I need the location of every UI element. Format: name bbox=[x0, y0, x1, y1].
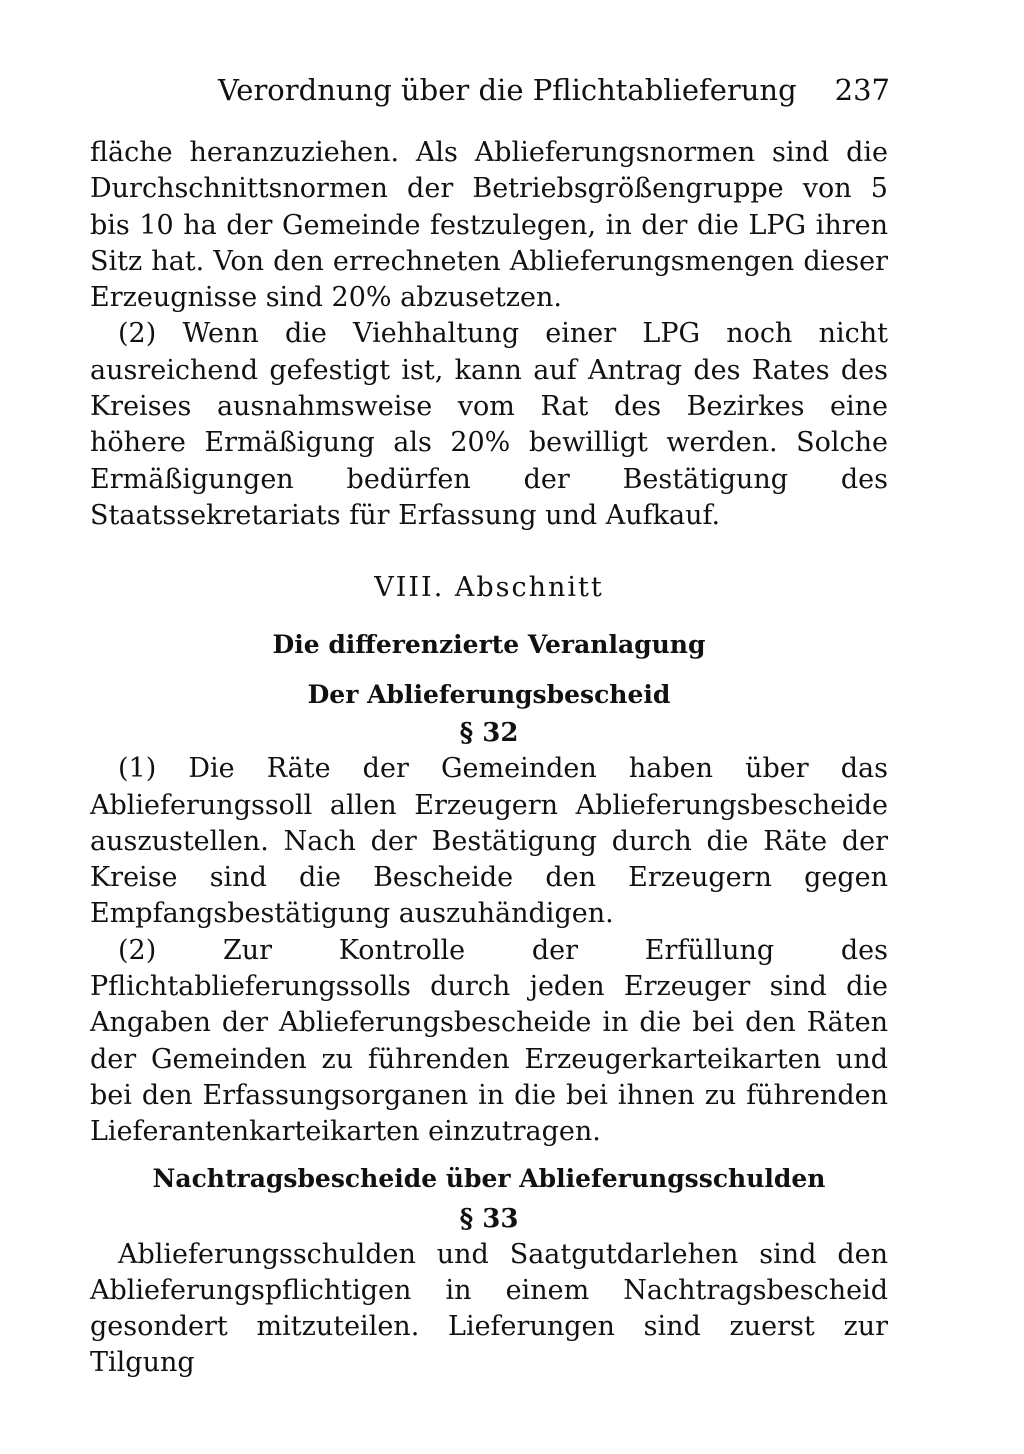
paragraph-32-2: (2) Zur Kontrolle der Erfüllung des Pflichtablieferungssolls durch jeden Erzeuger sind die Angaben der Ablieferungsbescheide in die bei den Räten der Gemeinden zu führenden Erzeugerkarteikarten und bei den Erfassungsorganen in die bei ihnen zu führenden Lieferantenkarteikarten einzutragen. bbox=[90, 934, 888, 1148]
paragraph-mark-33: § 33 bbox=[459, 1203, 519, 1234]
body-text bbox=[90, 135, 888, 1382]
paragraph-mark-32: § 32 bbox=[459, 718, 519, 749]
running-head bbox=[90, 70, 890, 110]
subheading-32: Der Ablieferungsbescheid bbox=[307, 680, 671, 710]
running-title: Verordnung über die Pflichtablieferung bbox=[218, 73, 797, 107]
subheading-33: Nachtragsbescheide über Ablieferungsschulden bbox=[152, 1163, 826, 1193]
paragraph-continuation: fläche heranzuziehen. Als Ablieferungsnormen sind die Durchschnittsnormen der Betriebsgrößengruppe von 5 bis 10 ha der Gemeinde festzulegen, in der die LPG ihren Sitz hat. Von den errechneten Ablieferungsmengen dieser Erzeugnisse sind 20% abzusetzen. bbox=[90, 137, 888, 314]
paragraph-33: Ablieferungsschulden und Saatgutdarlehen sind den Ablieferungspflichtigen in einem Nachtragsbescheid gesondert mitzuteilen. Lieferungen sind zuerst zur Tilgung bbox=[90, 1238, 888, 1379]
page-number: 237 bbox=[834, 73, 890, 107]
paragraph-31-2: (2) Wenn die Viehhaltung einer LPG noch nicht ausreichend gefestigt ist, kann auf Antrag des Rates des Kreises ausnahmsweise vom Rat des Bezirkes eine höhere Ermäßigung als 20% bewilligt werden. Solche Ermäßigungen bedürfen der Bestätigung des Staatssekretariats für Erfassung und Aufkauf. bbox=[90, 318, 888, 531]
section-title: Die differenzierte Veranlagung bbox=[272, 630, 706, 660]
paragraph-32-1: (1) Die Räte der Gemeinden haben über das Ablieferungssoll allen Erzeugern Ablieferungsbescheide auszustellen. Nach der Bestätigung durch die Räte der Kreise sind die Bescheide den Erzeugern gegen Empfangsbestätigung auszuhändigen. bbox=[90, 753, 888, 930]
section-label: VIII. Abschnitt bbox=[374, 572, 604, 604]
